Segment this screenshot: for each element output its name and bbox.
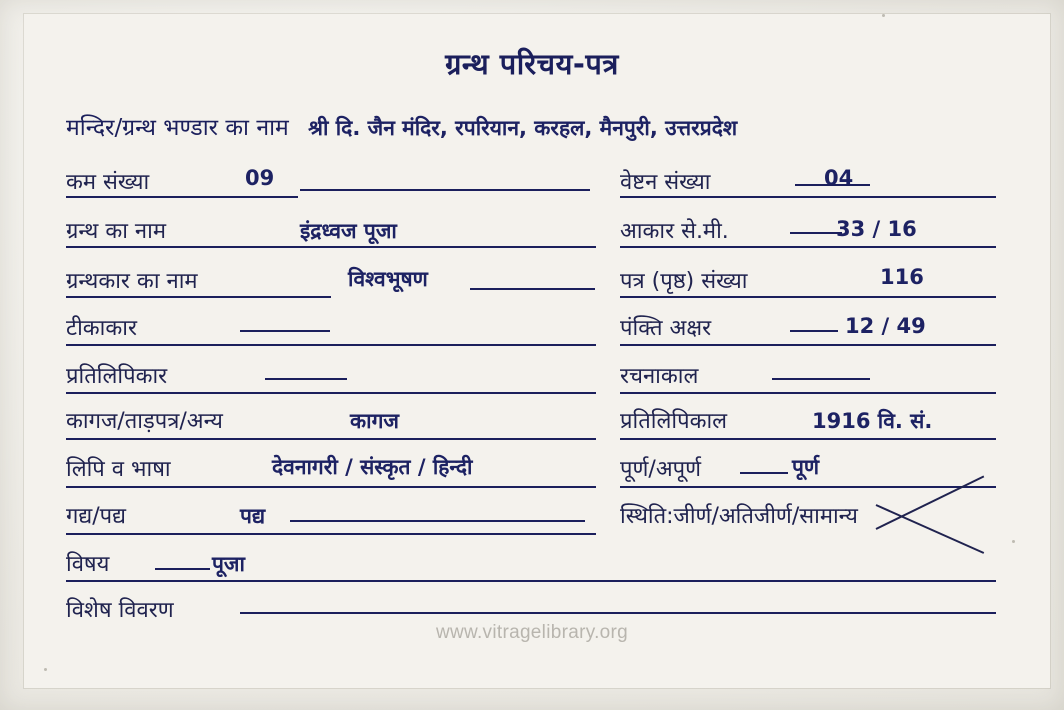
underline-rachnakal-blank <box>772 378 870 380</box>
rule-left-8 <box>66 533 596 535</box>
rule-left-8b <box>290 520 585 522</box>
field-label-rachnakal: रचनाकाल <box>620 364 699 389</box>
rule-left-1b <box>300 189 590 191</box>
rule-right-1 <box>620 196 996 198</box>
rule-left-5 <box>66 392 596 394</box>
repository-row <box>66 110 737 142</box>
rule-left-4 <box>66 344 596 346</box>
rule-left-3 <box>66 296 331 298</box>
rule-right-4 <box>620 344 996 346</box>
field-label-aakar: आकार से.मी. <box>620 219 729 244</box>
field-label-kagaz-tadpatra-anya: कागज/ताड़पत्र/अन्य <box>66 409 223 434</box>
field-label-lipi-bhasha: लिपि व भाषा <box>66 457 171 482</box>
field-label-pratilipikal: प्रतिलिपिकाल <box>620 409 728 434</box>
repository-value: श्री दि. जैन मंदिर, रपरियान, करहल, मैनपुरी, उत्तरप्रदेश <box>308 116 738 140</box>
rule-left-2 <box>66 246 596 248</box>
rule-right-7 <box>620 486 996 488</box>
field-label-kram-sankhya: कम संख्या <box>66 170 150 195</box>
field-value-pankti-akshar: 12 / 49 <box>845 314 926 338</box>
field-value-vishay: पूजा <box>212 552 245 576</box>
field-label-gadya-padya: गद्य/पद्य <box>66 504 127 529</box>
field-label-granth-naam: ग्रन्थ का नाम <box>66 219 166 244</box>
field-value-granthkar-naam: विश्वभूषण <box>348 267 428 291</box>
rule-left-7 <box>66 486 596 488</box>
field-value-granth-naam: इंद्रध्वज पूजा <box>300 219 397 243</box>
field-value-kram-sankhya: 09 <box>245 166 275 190</box>
field-value-kagaz: कागज <box>350 409 399 433</box>
page-title: ग्रन्थ परिचय-पत्र <box>445 47 619 81</box>
paper-speck <box>1012 540 1015 543</box>
rule-left-1 <box>66 196 298 198</box>
rule-right-2 <box>620 246 996 248</box>
rule-right-3 <box>620 296 996 298</box>
rule-left-3b <box>470 288 595 290</box>
field-value-patra-sankhya: 116 <box>880 265 924 289</box>
rule-right-4b <box>790 330 838 332</box>
rule-right-7b <box>740 472 788 474</box>
field-label-pankti-akshar: पंक्ति अक्षर <box>620 316 712 341</box>
rule-full-9 <box>66 580 996 582</box>
field-label-vishay: विषय <box>66 552 110 577</box>
rule-right-1b <box>795 184 870 186</box>
field-label-sthiti: स्थिति:जीर्ण/अतिजीर्ण/सामान्य <box>620 504 858 529</box>
field-value-lipi-bhasha: देवनागरी / संस्कृत / हिन्दी <box>272 455 473 479</box>
field-label-veshtan-sankhya: वेष्टन संख्या <box>620 170 711 195</box>
underline-pratilipikar-blank <box>265 378 347 380</box>
field-value-pratilipikal: 1916 वि. सं. <box>812 409 933 433</box>
field-label-granthkar-naam: ग्रन्थकार का नाम <box>66 269 198 294</box>
repository-label: मन्दिर/ग्रन्थ भण्डार का नाम <box>66 115 289 141</box>
rule-right-5 <box>620 392 996 394</box>
rule-left-6 <box>66 438 596 440</box>
underline-tikakar-blank <box>240 330 330 332</box>
field-label-pratilipikar: प्रतिलिपिकार <box>66 364 168 389</box>
rule-right-6 <box>620 438 996 440</box>
field-label-vishesh-vivaran: विशेष विवरण <box>66 598 174 623</box>
rule-full-10 <box>240 612 996 614</box>
rule-right-2b <box>790 232 842 234</box>
field-label-tikakar: टीकाकार <box>66 316 137 341</box>
watermark-text: www.vitragelibrary.org <box>435 622 629 643</box>
field-label-purna-apurna: पूर्ण/अपूर्ण <box>620 457 702 482</box>
field-value-purna-apurna: पूर्ण <box>792 455 820 479</box>
field-value-aakar: 33 / 16 <box>836 217 917 241</box>
rule-vishay-short <box>155 568 210 570</box>
paper-speck <box>882 14 885 17</box>
field-value-veshtan-sankhya: 04 <box>824 166 854 190</box>
paper-speck <box>44 668 47 671</box>
field-value-gadya-padya: पद्य <box>240 504 266 528</box>
field-label-patra-sankhya: पत्र (पृष्ठ) संख्या <box>620 269 748 294</box>
